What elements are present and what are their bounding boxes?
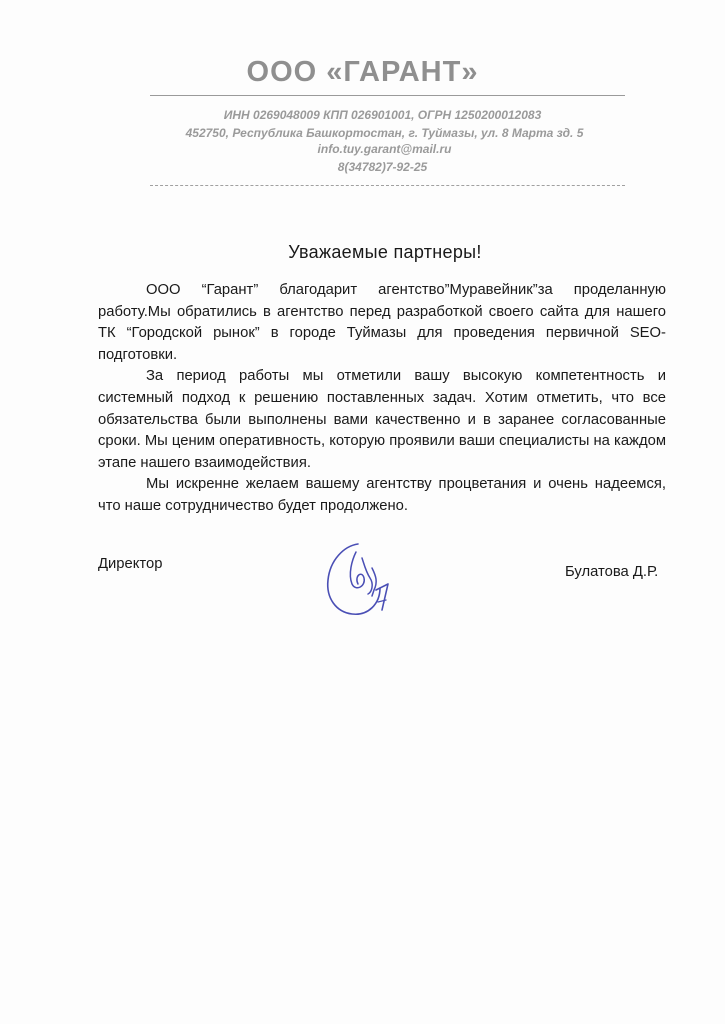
paragraph-3: Мы искренне желаем вашему агентству процветания и очень надеемся, что наше сотрудничество будет продолжено. bbox=[98, 476, 666, 514]
handwritten-signature bbox=[318, 530, 398, 630]
company-email: info.tuy.garant@mail.ru bbox=[317, 142, 452, 156]
paragraph-1: ООО “Гарант” благодарит агентство”Муравейник”за проделанную работу.Мы обратились в агентство перед разработкой своего сайта для нашего ТК “Городской рынок” в городе Туймазы для проведения первичной SEO-подготовки. bbox=[98, 282, 666, 363]
company-phone: 8(34782)7-92-25 bbox=[337, 160, 428, 174]
company-address: 452750, Республика Башкортостан, г. Туймазы, ул. 8 Марта зд. 5 bbox=[185, 126, 584, 140]
signer-name: Булатова Д.Р. bbox=[565, 564, 659, 580]
company-name: ООО «ГАРАНТ» bbox=[246, 56, 479, 88]
signer-position: Директор bbox=[98, 556, 163, 572]
letterhead-bottom-rule bbox=[150, 185, 625, 186]
paragraph-2: За период работы мы отметили вашу высокую компетентность и системный подход к решению поставленных задач. Хотим отметить, что все обязательства были выполнены вами качественно и в заранее согласованные сроки. Мы ценим оперативность, которую проявили ваши специалисты на каждом этапе нашего взаимодействия. bbox=[98, 368, 666, 471]
letter-body bbox=[98, 280, 666, 518]
company-requisites: ИНН 0269048009 КПП 026901001, ОГРН 1250200012083 bbox=[223, 108, 542, 122]
letterhead-top-rule bbox=[150, 95, 625, 96]
greeting: Уважаемые партнеры! bbox=[288, 242, 482, 262]
